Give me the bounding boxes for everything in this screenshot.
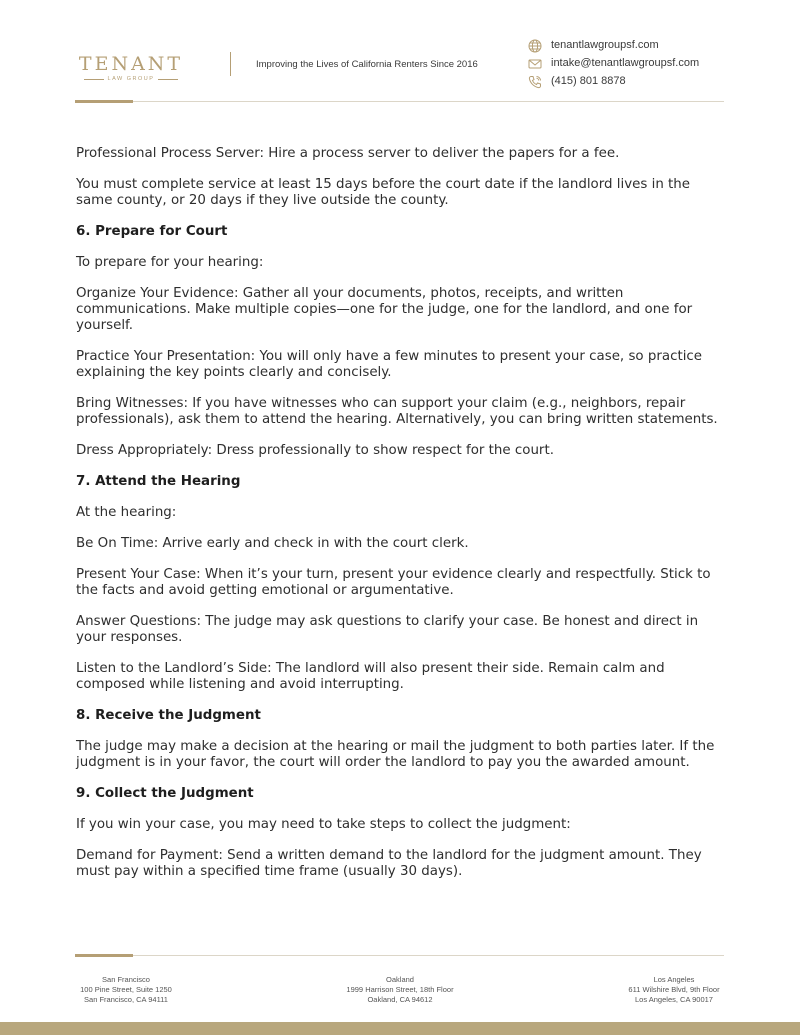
office-oakland: [320, 975, 480, 1005]
office-address-line2: San Francisco, CA 94111: [84, 995, 168, 1004]
footer-rule-accent: [75, 954, 133, 957]
footer-rule: [75, 955, 724, 956]
document-body: [76, 146, 728, 895]
section-heading: 9. Collect the Judgment: [76, 786, 254, 801]
website-link[interactable]: tenantlawgroupsf.com: [551, 39, 659, 51]
office-san-francisco: [46, 975, 206, 1005]
phone-number[interactable]: (415) 801 8878: [551, 75, 626, 87]
body-paragraph: Answer Questions: The judge may ask questions to clarify your case. Be honest and direct in your responses.: [76, 614, 699, 645]
body-paragraph: To prepare for your hearing:: [76, 255, 264, 270]
tenant-law-group-logo: [75, 54, 187, 82]
body-paragraph: The judge may make a decision at the hearing or mail the judgment to both parties later. If the judgment is in your favor, the court will order the landlord to pay you the awarded amount.: [76, 739, 715, 770]
office-los-angeles: [594, 975, 754, 1005]
office-address-line1: 611 Wilshire Blvd, 9th Floor: [628, 985, 720, 994]
contact-website[interactable]: [528, 36, 699, 54]
office-address-line2: Oakland, CA 94612: [367, 995, 433, 1004]
body-paragraph: Be On Time: Arrive early and check in with the court clerk.: [76, 536, 469, 551]
body-paragraph: Practice Your Presentation: You will only have a few minutes to present your case, so practice explaining the key points clearly and concisely.: [76, 349, 703, 380]
office-address-line2: Los Angeles, CA 90017: [635, 995, 713, 1004]
body-paragraph: Bring Witnesses: If you have witnesses who can support your claim (e.g., neighbors, repair professionals), ask them to attend the hearing. Alternatively, you can bring written statements.: [76, 396, 718, 427]
office-city: San Francisco: [102, 975, 150, 984]
body-paragraph: Demand for Payment: Send a written demand to the landlord for the judgment amount. They must pay within a specified time frame (usually 30 days).: [76, 848, 702, 879]
office-city: Los Angeles: [653, 975, 695, 984]
logo-wordmark: TENANT: [78, 53, 184, 75]
page-header: [0, 0, 800, 104]
body-paragraph: At the hearing:: [76, 505, 177, 520]
phone-icon: [528, 74, 542, 88]
contact-email[interactable]: [528, 54, 699, 72]
section-heading: 6. Prepare for Court: [76, 224, 228, 239]
footer-color-bar: [0, 1022, 800, 1035]
contact-block: [528, 36, 699, 90]
body-paragraph: Organize Your Evidence: Gather all your documents, photos, receipts, and written communications. Make multiple copies—one for the judge, one for the landlord, and one for yourself.: [76, 286, 693, 333]
body-paragraph: Professional Process Server: Hire a process server to deliver the papers for a fee.: [76, 146, 620, 161]
body-paragraph: Present Your Case: When it’s your turn, present your evidence clearly and respectfully. Stick to the facts and avoid getting emotional or argumentative.: [76, 567, 711, 598]
section-heading: 7. Attend the Hearing: [76, 474, 241, 489]
office-address-line1: 100 Pine Street, Suite 1250: [80, 985, 172, 994]
contact-phone[interactable]: [528, 72, 699, 90]
header-rule: [75, 101, 724, 102]
office-address-line1: 1999 Harrison Street, 18th Floor: [346, 985, 454, 994]
section-heading: 8. Receive the Judgment: [76, 708, 261, 723]
body-paragraph: You must complete service at least 15 days before the court date if the landlord lives in the same county, or 20 days if they live outside the county.: [76, 177, 691, 208]
header-rule-accent: [75, 100, 133, 103]
globe-icon: [528, 38, 542, 52]
mail-icon: [528, 56, 542, 70]
logo-subtitle: LAW GROUP: [107, 76, 155, 82]
header-divider: [230, 52, 231, 76]
tagline: Improving the Lives of California Renters Since 2016: [256, 59, 478, 70]
body-paragraph: Listen to the Landlord’s Side: The landlord will also present their side. Remain calm and composed while listening and avoid interrupting.: [76, 661, 665, 692]
body-paragraph: Dress Appropriately: Dress professionally to show respect for the court.: [76, 443, 554, 458]
email-link[interactable]: intake@tenantlawgroupsf.com: [551, 57, 700, 69]
office-city: Oakland: [386, 975, 414, 984]
body-paragraph: If you win your case, you may need to take steps to collect the judgment:: [76, 817, 571, 832]
